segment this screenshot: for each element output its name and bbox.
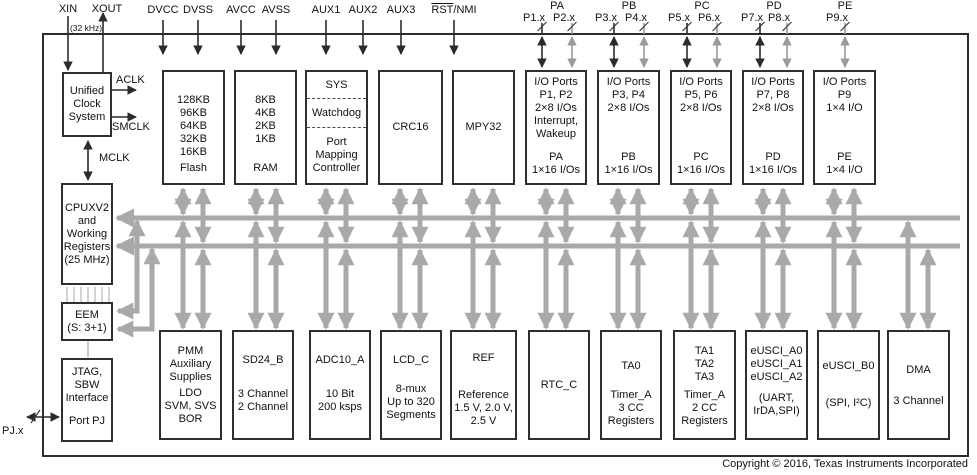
block-ta0 [600,330,662,440]
pin-label-xout: XOUT [91,3,123,15]
block-io-ports-p9 [813,70,876,185]
clock-label-mclk: MCLK [99,152,130,164]
io-pc-desc: PC 1×16 I/Os [676,151,725,176]
io-p1p2-desc: I/O Ports P1, P2 2×8 I/Os Interrupt, Wakeup [533,76,579,140]
block-io-ports-p1-p2 [525,70,587,185]
lcdc-features: 8-mux Up to 320 Segments [386,383,436,421]
pin-label-avss: AVSS [261,4,291,16]
block-ta1-ta2-ta3 [673,330,736,440]
block-dma [887,330,950,440]
block-jtag-label: JTAG, SBW Interface [65,366,109,404]
pin-label-aux3: AUX3 [386,4,416,16]
io-p5p6-desc: I/O Ports P5, P6 2×8 I/Os [679,76,723,114]
block-sd24b [232,330,294,440]
pin-label-aux2: AUX2 [348,4,378,16]
pin-label-pjx: PJ.x [2,425,24,437]
io-pd-desc: PD 1×16 I/Os [748,151,797,176]
watchdog-section: Watchdog [307,98,366,127]
port-group-label-pb: PB [621,0,637,12]
block-ram [234,70,297,185]
pin-label-p3x: P3.x [594,12,618,24]
io-p7p8-desc: I/O Ports P7, P8 2×8 I/Os [751,76,795,114]
eusci-b0-title: eUSCI_B0 [822,360,875,372]
block-adc10a [309,330,371,440]
clock-label-smclk: SMCLK [112,121,150,133]
pin-label-aux1: AUX1 [311,4,341,16]
io-p3p4-desc: I/O Ports P3, P4 2×8 I/Os [606,76,651,114]
module-bus-arrows [183,189,928,328]
pin-label-dvcc: DVCC [147,4,179,16]
block-io-ports-p3-p4 [597,70,660,185]
pin-label-p1x: P1.x [522,12,546,24]
rtcc-label: RTC_C [540,378,578,391]
ta0-title: TA0 [621,360,641,372]
ref-features: Reference 1.5 V, 2.0 V, 2.5 V [454,389,513,427]
pin-label-avcc: AVCC [226,4,256,16]
port-group-label-pa: PA [550,0,564,12]
block-crc16 [378,70,443,185]
lcdc-title: LCD_C [392,354,430,366]
pmm-title: PMM Auxiliary Supplies [169,345,212,383]
io-pb-desc: PB 1×16 I/Os [604,151,653,176]
mpy32-label: MPY32 [465,121,502,133]
block-eem-label: EEM (S: 3+1) [67,308,107,334]
block-ucs-label: Unified Clock System [68,85,106,123]
block-eusci-b0 [817,330,880,440]
port-pin-arrows [538,22,850,67]
port-group-label-pd: PD [766,0,782,12]
ram-title: RAM [253,162,278,174]
block-io-ports-p5-p6 [670,70,732,185]
pin-label-xin: XIN [58,3,78,15]
ref-title: REF [472,352,495,364]
block-pmm [159,330,222,440]
pin-label-p6x: P6.x [697,12,721,24]
pin-label-p7x: P7.x [740,12,764,24]
block-flash [162,70,225,185]
eusci-a-title: eUSCI_A0 eUSCI_A1 eUSCI_A2 [750,345,803,383]
block-cpu [61,183,113,285]
block-eusci-a [745,330,808,440]
top-pin-arrows [68,13,454,72]
pin-label-rst-nmi: $\overline{RST}$/NMI [431,4,477,16]
eusci-b0-features: (SPI, I²C) [825,397,872,409]
block-eem [61,302,113,341]
block-sys-watchdog-pmc [305,70,368,185]
flash-size-options: 128KB 96KB 64KB 32KB 16KB [176,94,211,158]
block-mpy32 [452,70,515,185]
pin-label-dvss: DVSS [183,4,213,16]
port-group-label-pe: PE [837,0,853,12]
port-group-label-pc: PC [694,0,710,12]
sd24b-features: 3 Channel 2 Channel [237,388,289,413]
io-pe-desc: PE 1×4 I/O [826,151,863,176]
block-unified-clock-system [62,72,112,137]
block-ref [450,330,517,440]
ta123-title: TA1 TA2 TA3 [694,345,715,383]
port-mapping-section: Port Mapping Controller [307,127,366,183]
block-jtag [61,358,113,442]
sys-section: SYS [325,78,348,91]
block-rtcc [528,330,590,440]
clock-label-aclk: ACLK [116,74,145,86]
io-pa-desc: PA 1×16 I/Os [531,151,580,176]
crystal-freq-label: (32 kHz) [69,23,103,33]
dma-features: 3 Channel [893,395,944,407]
block-io-ports-p7-p8 [742,70,804,185]
adc10a-title: ADC10_A [315,354,365,366]
pin-label-p4x: P4.x [624,12,648,24]
io-p9-desc: I/O Ports P9 1×4 I/O [822,76,867,114]
pin-label-p9x: P9.x [825,12,849,24]
ram-size-options: 8KB 4KB 2KB 1KB [255,94,276,145]
block-jtag-port: Port PJ [68,415,106,427]
pmm-features: LDO SVM, SVS BOR [164,387,217,425]
pin-label-p8x: P8.x [767,12,791,24]
ta123-features: Timer_A 2 CC Registers [681,389,728,427]
crc16-label: CRC16 [392,121,429,133]
dma-title: DMA [906,364,931,376]
pin-label-p2x: P2.x [552,12,576,24]
eusci-a-features: (UART, IrDA,SPI) [753,392,800,417]
block-cpu-label: CPUXV2 and Working Registers (25 MHz) [63,201,111,266]
ta0-features: Timer_A 3 CC Registers [607,389,655,427]
copyright-notice: Copyright © 2016, Texas Instruments Incorporated [722,458,968,470]
adc10a-features: 10 Bit 200 ksps [317,388,363,413]
block-lcdc [380,330,442,440]
flash-title: Flash [180,162,207,174]
sd24b-title: SD24_B [242,354,284,366]
pin-label-p5x: P5.x [667,12,691,24]
